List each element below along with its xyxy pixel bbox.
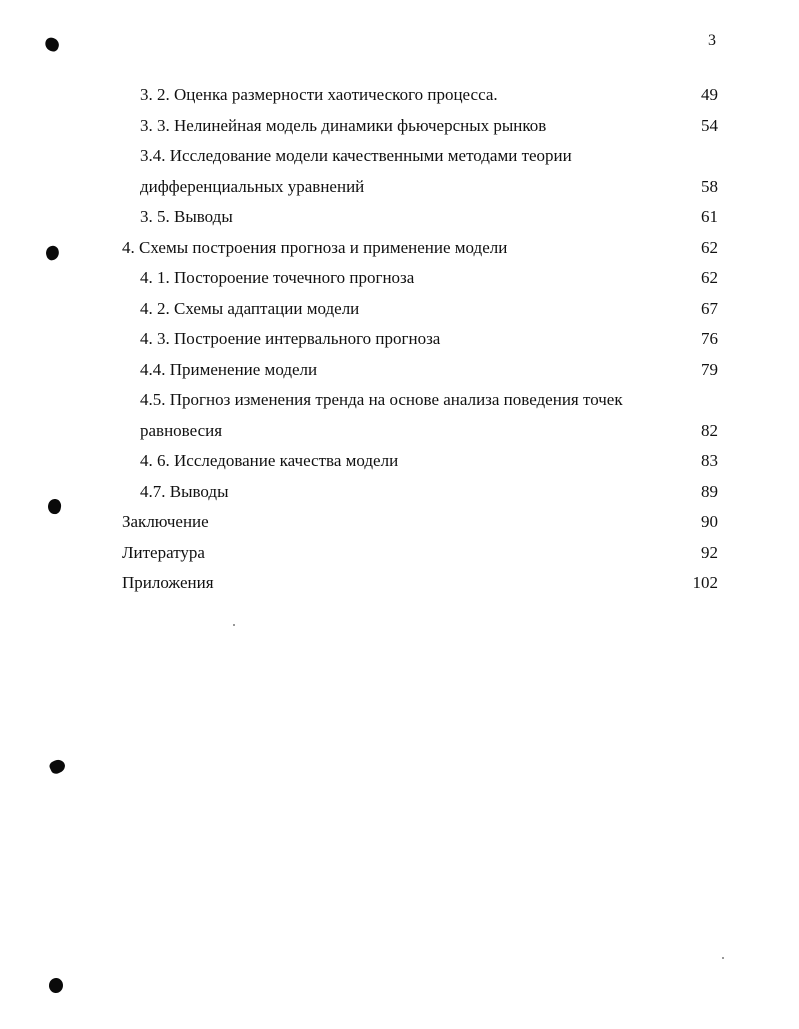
punch-hole-mark [48, 757, 67, 775]
toc-entry-title: дифференциальных уравнений [140, 176, 365, 196]
toc-entry [0, 507, 799, 537]
toc-entry-title: Приложения [122, 573, 214, 592]
toc-entry-page: 102 [692, 573, 718, 592]
toc-entry-page: 62 [701, 237, 718, 257]
toc-entry [0, 324, 799, 354]
toc-entry-page: 92 [701, 542, 718, 562]
scan-speck [233, 624, 235, 626]
toc-entry-title: 3. 3. Нелинейная модель динамики фьючерсных рынков [140, 115, 547, 135]
toc-entry-page: 61 [701, 207, 718, 226]
toc-entry-title: 3. 5. Выводы [140, 207, 233, 226]
toc-entry [0, 568, 799, 598]
toc-entry-title: 4. 1. Посторoение точечного прогноза [140, 268, 415, 287]
toc-entry-page: 62 [701, 268, 718, 287]
scan-speck [722, 957, 724, 959]
toc-entry-title: 4. 3. Построение интервального прогноза [140, 329, 441, 348]
toc-entry-page: 79 [701, 359, 718, 379]
toc-entry-page: 90 [701, 512, 718, 531]
toc-entry [0, 141, 799, 171]
toc-entry-title: 4.5. Прогноз изменения тренда на основе анализа поведения точек [140, 390, 623, 409]
toc-entry-page: 82 [701, 420, 718, 440]
toc-entry-title: 4. Схемы построения прогноза и применение модели [122, 237, 508, 257]
toc-entry [0, 355, 799, 385]
toc-entry-title: 4.4. Применение модели [140, 359, 318, 379]
toc-entry [0, 263, 799, 293]
toc-entry-page: 83 [701, 451, 718, 470]
toc-entry-page: 67 [701, 298, 718, 318]
toc-entry-page: 58 [701, 176, 718, 196]
toc-entry-title: 3.4. Исследование модели качественными методами теории [140, 146, 572, 165]
toc-entry-page: 89 [701, 481, 718, 501]
toc-entry-page: 49 [701, 85, 718, 104]
toc-entry [0, 172, 799, 202]
toc-entry [0, 385, 799, 415]
toc-entry-title: Заключение [122, 512, 209, 531]
toc-entry [0, 416, 799, 446]
toc-entry-title: 4. 2. Схемы адаптации модели [140, 298, 360, 318]
punch-hole-mark [48, 977, 63, 993]
toc-entry [0, 446, 799, 476]
toc-entry [0, 477, 799, 507]
toc-entry [0, 233, 799, 263]
toc-entry [0, 111, 799, 141]
toc-entry [0, 202, 799, 232]
page-number: 3 [708, 32, 716, 49]
toc-entry-title: равновесия [140, 420, 223, 440]
toc-entry [0, 294, 799, 324]
toc-entry-title: Литература [122, 542, 205, 562]
punch-hole-mark [43, 36, 61, 53]
toc-entry [0, 538, 799, 568]
toc-entry-title: 3. 2. Оценка размерности хаотического процесса. [140, 85, 498, 104]
toc-entry-page: 54 [701, 115, 718, 135]
toc-entry-title: 4. 6. Исследование качества модели [140, 451, 399, 470]
toc-entry-page: 76 [701, 329, 718, 348]
toc-entry [0, 80, 799, 110]
toc-entry-title: 4.7. Выводы [140, 481, 229, 501]
